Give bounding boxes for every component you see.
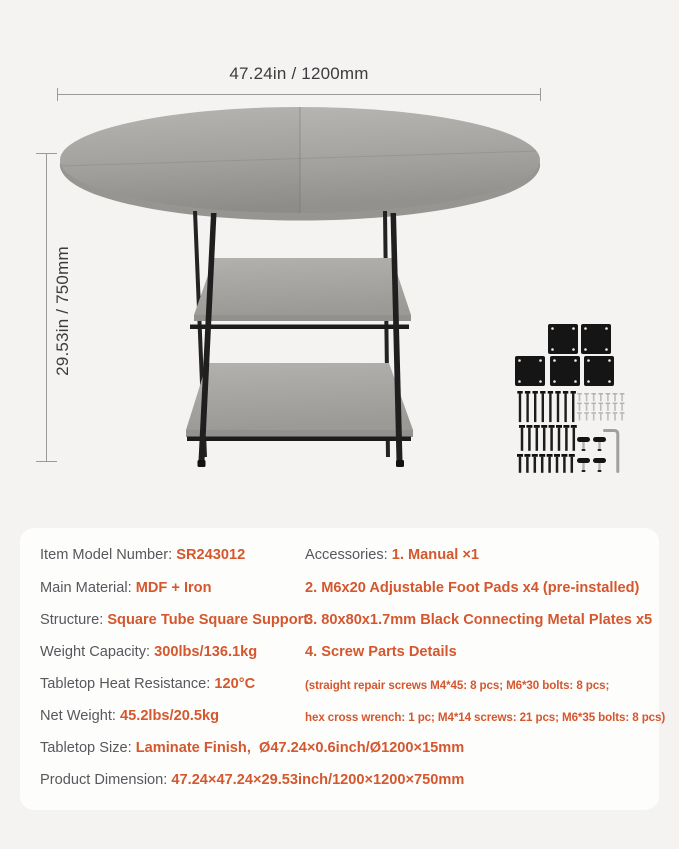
plate-hole [587, 359, 590, 362]
spec-row-item-model [40, 547, 245, 563]
silver-screw [620, 393, 625, 395]
spec-row-heat-resistance [40, 676, 255, 692]
silver-screw [620, 412, 625, 414]
black-screw [557, 394, 559, 423]
silver-screw [599, 412, 604, 414]
silver-screw [620, 403, 625, 405]
silver-screw [584, 393, 589, 395]
black-screw [564, 394, 566, 423]
bolt [536, 428, 539, 451]
black-screw [548, 391, 553, 394]
bolt [539, 454, 545, 457]
spec-row-net-weight [40, 708, 219, 724]
bolt [556, 425, 562, 428]
silver-screw [577, 412, 582, 414]
silver-screw [593, 395, 595, 402]
foot-pad [582, 442, 584, 450]
bolt [573, 428, 576, 451]
spec-label: Main Material: [40, 580, 136, 596]
bolt [550, 428, 553, 451]
black-screw [517, 391, 522, 394]
foot-pad [593, 437, 606, 442]
bolt [565, 428, 568, 451]
width-dimension-line [57, 94, 541, 95]
hex-wrench [605, 431, 618, 472]
plate-hole [584, 327, 587, 330]
silver-screw [606, 393, 611, 395]
silver-screw [584, 412, 589, 414]
bolt [541, 425, 547, 428]
silver-screw [614, 414, 616, 421]
black-screw [555, 391, 560, 394]
bolt [519, 425, 525, 428]
silver-screw [600, 404, 602, 411]
silver-screw [586, 414, 588, 421]
silver-screw [613, 393, 618, 395]
spec-row-screw-details-1: (straight repair screws M4*45: 8 pcs; M6*30 bolts: 8 pcs; [305, 679, 610, 692]
bolt [534, 457, 537, 473]
foot-pad [582, 470, 586, 472]
plate-hole [539, 380, 542, 383]
spec-value: 45.2lbs/20.5kg [120, 708, 220, 724]
spec-row-weight-capacity [40, 644, 257, 660]
table-shelf-bottom [186, 363, 413, 441]
bolt [517, 454, 523, 457]
bolt [571, 457, 574, 473]
silver-screw [606, 412, 611, 414]
spec-value: MDF + Iron [135, 580, 212, 596]
black-screw [519, 394, 521, 423]
bolt [543, 428, 546, 451]
spec-value: 120°C [214, 676, 256, 692]
silver-screw [579, 404, 581, 411]
silver-screw [600, 395, 602, 402]
silver-screw [593, 404, 595, 411]
silver-screw [586, 395, 588, 402]
bolt [521, 428, 524, 451]
silver-screw [600, 414, 602, 421]
spec-label: Accessories: [305, 547, 392, 563]
black-screw [563, 391, 568, 394]
silver-screw [613, 403, 618, 405]
plate-hole [539, 359, 542, 362]
bolt [547, 454, 553, 457]
table-shelf-middle [190, 258, 411, 329]
black-screw [572, 394, 574, 423]
plate-hole [553, 359, 556, 362]
spec-label: Tabletop Heat Resistance: [40, 676, 215, 692]
bolt [554, 454, 560, 457]
spec-row-main-material [40, 580, 212, 596]
silver-screw [579, 395, 581, 402]
spec-label: Item Model Number: [40, 547, 177, 563]
bolt [519, 457, 522, 473]
bolt [569, 454, 575, 457]
plate-hole [574, 359, 577, 362]
spec-row-accessory-4: 4. Screw Parts Details [305, 644, 457, 660]
silver-screw [599, 403, 604, 405]
black-screw [525, 391, 530, 394]
silver-screw [586, 404, 588, 411]
height-dimension-label: 29.53in / 750mm [53, 246, 72, 376]
silver-screw [593, 414, 595, 421]
bolt [563, 457, 566, 473]
plate-hole [574, 380, 577, 383]
spec-label: Weight Capacity: [40, 644, 155, 660]
spec-row-accessory-2: 2. M6x20 Adjustable Foot Pads x4 (pre-installed) [305, 580, 640, 596]
silver-screw [613, 412, 618, 414]
hardware-kit-illustration [505, 318, 655, 478]
silver-screw [607, 404, 609, 411]
plate-hole [608, 380, 611, 383]
tabletop [60, 107, 540, 221]
spec-value: 300lbs/136.1kg [154, 644, 258, 660]
spec-value: SR243012 [176, 547, 246, 563]
foot-pad [582, 463, 584, 471]
bolt [563, 425, 569, 428]
plate-hole [608, 359, 611, 362]
silver-screw [606, 403, 611, 405]
plate-hole [587, 380, 590, 383]
black-screw [533, 391, 538, 394]
bolt [549, 425, 555, 428]
silver-screw [614, 404, 616, 411]
silver-screw [577, 403, 582, 405]
silver-screw [621, 414, 623, 421]
bolt [541, 457, 544, 473]
silver-screw [591, 412, 596, 414]
black-screw [549, 394, 551, 423]
foot-pad [577, 458, 590, 463]
spec-value: 1. Manual ×1 [391, 547, 479, 563]
plate-hole [572, 327, 575, 330]
black-screw [540, 391, 545, 394]
foot-pad [582, 449, 586, 451]
spec-label: Net Weight: [40, 708, 121, 724]
plate-hole [605, 327, 608, 330]
plate-hole [572, 348, 575, 351]
bolt [558, 428, 561, 451]
bolt [532, 454, 538, 457]
silver-screw [591, 403, 596, 405]
plate-hole [551, 327, 554, 330]
bolt [534, 425, 540, 428]
plate-hole [518, 359, 521, 362]
bolt [526, 425, 532, 428]
silver-screw [584, 403, 589, 405]
spec-row-accessory-3: 3. 80x80x1.7mm Black Connecting Metal Plates x5 [305, 612, 653, 628]
bolt [561, 454, 567, 457]
leg-foot [396, 460, 404, 467]
spec-row-tabletop-size [40, 740, 464, 756]
bolt [556, 457, 559, 473]
spec-row-screw-details-2: hex cross wrench: 1 pc; M4*14 screws: 21 pcs; M6*35 bolts: 8 pcs) [305, 711, 666, 724]
bolt [526, 457, 529, 473]
silver-screw [599, 393, 604, 395]
bolt [524, 454, 530, 457]
foot-pad [598, 470, 602, 472]
width-dimension-label: 47.24in / 1200mm [229, 64, 369, 83]
spec-label: Structure: [40, 612, 108, 628]
foot-pad [598, 449, 602, 451]
silver-screw [621, 404, 623, 411]
plate-hole [584, 348, 587, 351]
leg-foot [198, 460, 206, 467]
foot-pad [577, 437, 590, 442]
silver-screw [591, 393, 596, 395]
black-screw [571, 391, 576, 394]
plate-hole [605, 348, 608, 351]
spec-panel [20, 528, 666, 810]
bolt [528, 428, 531, 451]
plate-hole [553, 380, 556, 383]
spec-row-product-dimension [40, 772, 464, 788]
silver-screw [579, 414, 581, 421]
spec-value: 47.24×47.24×29.53inch/1200×1200×750mm [171, 772, 465, 788]
spec-value: Laminate Finish, Ø47.24×0.6inch/Ø1200×15mm [135, 740, 465, 756]
black-screw [542, 394, 544, 423]
spec-label: Tabletop Size: [40, 740, 136, 756]
black-screw [526, 394, 528, 423]
foot-pad [598, 442, 600, 450]
round-table-illustration [40, 100, 560, 480]
silver-screw [614, 395, 616, 402]
spec-value: Square Tube Square Support [107, 612, 309, 628]
black-screw [534, 394, 536, 423]
bolt [548, 457, 551, 473]
plate-hole [518, 380, 521, 383]
silver-screw [607, 395, 609, 402]
spec-label: Product Dimension: [40, 772, 172, 788]
spec-row-accessories [305, 547, 479, 563]
bolt [571, 425, 577, 428]
foot-pad [598, 463, 600, 471]
foot-pad [593, 458, 606, 463]
plate-hole [551, 348, 554, 351]
silver-screw [577, 393, 582, 395]
silver-screw [607, 414, 609, 421]
silver-screw [621, 395, 623, 402]
spec-row-structure [40, 612, 308, 628]
